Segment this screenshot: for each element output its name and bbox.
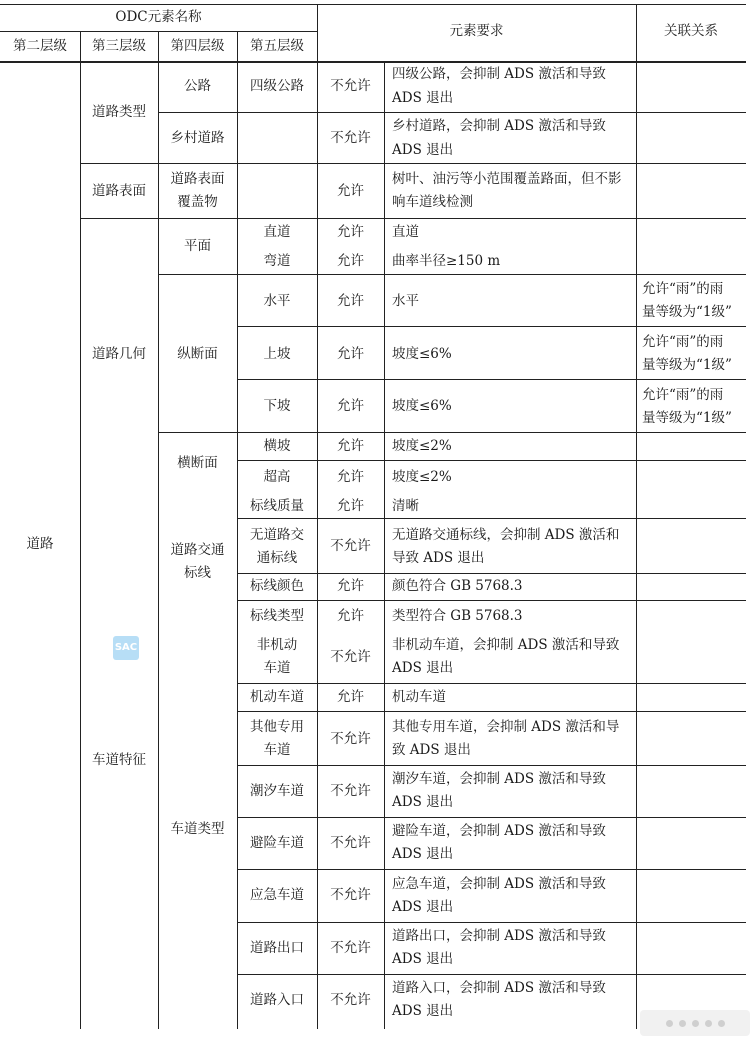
header-level-2: 第二层级 xyxy=(13,38,67,54)
header-level-4: 第四层级 xyxy=(170,38,225,54)
requirement-cell: 道路出口，会抑制 ADS 激活和导致 xyxy=(392,928,606,944)
requirement-cell: 坡度≤2% xyxy=(392,438,452,454)
allow-cell: 允许 xyxy=(337,578,364,594)
level5-cell: 弯道 xyxy=(263,253,291,269)
level5-cell: 其他专用 xyxy=(250,719,304,735)
rule xyxy=(237,326,746,327)
allow-cell: 不允许 xyxy=(330,783,371,799)
level3-road-surface: 道路表面 xyxy=(92,183,146,199)
rule xyxy=(80,218,746,219)
requirement-cell: ADS 退出 xyxy=(392,846,454,862)
rule xyxy=(237,974,746,975)
allow-cell: 允许 xyxy=(337,224,364,240)
level4-cell: 道路表面 xyxy=(170,171,225,187)
level5-cell: 直道 xyxy=(263,224,291,240)
level4-plane: 平面 xyxy=(184,238,211,254)
requirement-cell: ADS 退出 xyxy=(392,1003,454,1019)
allow-cell: 不允许 xyxy=(330,940,371,956)
requirement-cell: 响车道线检测 xyxy=(392,194,473,210)
requirement-cell: 导致 ADS 退出 xyxy=(392,550,485,566)
rule-col-rel xyxy=(636,4,637,1029)
level5-cell: 标线类型 xyxy=(250,608,304,624)
rule xyxy=(237,379,746,380)
allow-cell: 不允许 xyxy=(330,538,371,554)
allow-cell: 不允许 xyxy=(330,649,371,665)
rule xyxy=(80,163,746,164)
allow-cell: 允许 xyxy=(337,253,364,269)
requirement-cell: 坡度≤6% xyxy=(392,346,452,362)
allow-cell: 不允许 xyxy=(330,835,371,851)
rule xyxy=(237,683,746,684)
level5-cell: 上坡 xyxy=(263,346,291,362)
level3-road-type: 道路类型 xyxy=(92,104,146,120)
allow-cell: 允许 xyxy=(337,689,364,705)
level5-cell: 超高 xyxy=(263,469,291,485)
rule-header-bottom xyxy=(0,61,746,63)
level5-cell: 潮汐车道 xyxy=(250,783,304,799)
requirement-cell: ADS 退出 xyxy=(392,660,454,676)
level5-cell: 车道 xyxy=(263,660,291,676)
relation-cell: 量等级为“1级” xyxy=(642,410,732,426)
allow-cell: 允许 xyxy=(337,293,364,309)
more-dots-icon xyxy=(640,1010,750,1036)
allow-cell: 允许 xyxy=(337,346,364,362)
header-odc-name: ODC元素名称 xyxy=(115,9,202,25)
level5-cell: 道路出口 xyxy=(250,940,304,956)
relation-cell: 量等级为“1级” xyxy=(642,304,732,320)
level4-cell: 公路 xyxy=(184,78,211,94)
level5-cell: 无道路交 xyxy=(250,527,304,543)
allow-cell: 不允许 xyxy=(330,887,371,903)
requirement-cell: 机动车道 xyxy=(392,689,446,705)
allow-cell: 允许 xyxy=(337,608,364,624)
requirement-cell: 颜色符合 GB 5768.3 xyxy=(392,578,523,594)
rule-top xyxy=(0,4,746,5)
relation-cell: 允许“雨”的雨 xyxy=(642,387,724,403)
rule xyxy=(237,518,746,519)
rule xyxy=(158,112,746,113)
requirement-cell: 道路入口，会抑制 ADS 激活和导致 xyxy=(392,980,606,996)
rule-col-allow xyxy=(384,62,385,1029)
allow-cell: 不允许 xyxy=(330,78,371,94)
requirement-cell: 树叶、油污等小范围覆盖路面，但不影 xyxy=(392,171,622,187)
rule xyxy=(237,573,746,574)
rule xyxy=(237,711,746,712)
allow-cell: 不允许 xyxy=(330,731,371,747)
requirement-cell: 清晰 xyxy=(392,498,419,514)
level5-cell: 标线颜色 xyxy=(250,578,304,594)
rule xyxy=(237,922,746,923)
level4-marking-line1: 道路交通 xyxy=(170,542,225,558)
requirement-cell: 致 ADS 退出 xyxy=(392,742,471,758)
level4-lane-type: 车道类型 xyxy=(170,821,225,837)
requirement-cell: 非机动车道，会抑制 ADS 激活和导致 xyxy=(392,637,620,653)
allow-cell: 允许 xyxy=(337,469,364,485)
level4-cross-section: 横断面 xyxy=(177,455,218,471)
requirement-cell: ADS 退出 xyxy=(392,899,454,915)
rule xyxy=(237,600,746,601)
level4-cell: 覆盖物 xyxy=(177,194,218,210)
allow-cell: 不允许 xyxy=(330,992,371,1008)
level5-cell: 水平 xyxy=(263,293,291,309)
header-relation: 关联关系 xyxy=(664,23,718,39)
requirement-cell: 直道 xyxy=(392,224,419,240)
level5-cell: 横坡 xyxy=(263,438,291,454)
requirement-cell: ADS 退出 xyxy=(392,951,454,967)
requirement-cell: 无道路交通标线，会抑制 ADS 激活和 xyxy=(392,527,620,543)
relation-cell: 量等级为“1级” xyxy=(642,357,732,373)
rule xyxy=(237,460,746,461)
requirement-cell: 避险车道，会抑制 ADS 激活和导致 xyxy=(392,823,606,839)
level3-lane-features: 车道特征 xyxy=(92,752,146,768)
level5-cell: 非机动 xyxy=(256,637,298,653)
requirement-cell: 水平 xyxy=(392,293,419,309)
requirement-cell: 曲率半径≥150 m xyxy=(392,253,501,269)
header-element-requirement: 元素要求 xyxy=(449,23,504,39)
rule xyxy=(237,869,746,870)
allow-cell: 不允许 xyxy=(330,130,371,146)
rule xyxy=(237,765,746,766)
level5-cell: 下坡 xyxy=(263,398,291,414)
level5-cell: 避险车道 xyxy=(250,835,304,851)
level3-road-geometry: 道路几何 xyxy=(92,346,146,362)
rule xyxy=(158,274,746,275)
requirement-cell: 其他专用车道，会抑制 ADS 激活和导 xyxy=(392,719,620,735)
level5-cell: 标线质量 xyxy=(250,498,304,514)
allow-cell: 允许 xyxy=(337,398,364,414)
level4-profile: 纵断面 xyxy=(177,346,218,362)
allow-cell: 允许 xyxy=(337,498,364,514)
level4-marking-line2: 标线 xyxy=(184,565,211,581)
requirement-cell: 潮汐车道，会抑制 ADS 激活和导致 xyxy=(392,771,606,787)
requirement-cell: ADS 退出 xyxy=(392,142,454,158)
level5-cell: 车道 xyxy=(263,742,291,758)
requirement-cell: ADS 退出 xyxy=(392,90,454,106)
requirement-cell: 坡度≤6% xyxy=(392,398,452,414)
requirement-cell: 应急车道，会抑制 ADS 激活和导致 xyxy=(392,876,606,892)
allow-cell: 允许 xyxy=(337,183,364,199)
requirement-cell: 类型符合 GB 5768.3 xyxy=(392,608,523,624)
allow-cell: 允许 xyxy=(337,438,364,454)
header-level-3: 第三层级 xyxy=(92,38,146,54)
requirement-cell: 四级公路，会抑制 ADS 激活和导致 xyxy=(392,66,606,82)
requirement-cell: 坡度≤2% xyxy=(392,469,452,485)
level5-cell: 通标线 xyxy=(256,550,298,566)
relation-cell: 允许“雨”的雨 xyxy=(642,334,724,350)
level5-cell: 机动车道 xyxy=(250,689,304,705)
relation-cell: 允许“雨”的雨 xyxy=(642,281,724,297)
requirement-cell: ADS 退出 xyxy=(392,794,454,810)
sac-logo-icon: SAC xyxy=(113,636,139,660)
level2-road: 道路 xyxy=(26,536,54,552)
level5-cell: 应急车道 xyxy=(250,887,304,903)
level4-cell: 乡村道路 xyxy=(170,130,225,146)
header-level-5: 第五层级 xyxy=(250,38,304,54)
rule xyxy=(158,432,746,433)
rule xyxy=(237,817,746,818)
requirement-cell: 乡村道路，会抑制 ADS 激活和导致 xyxy=(392,118,606,134)
level5-cell: 道路入口 xyxy=(250,992,304,1008)
level5-cell: 四级公路 xyxy=(250,78,304,94)
